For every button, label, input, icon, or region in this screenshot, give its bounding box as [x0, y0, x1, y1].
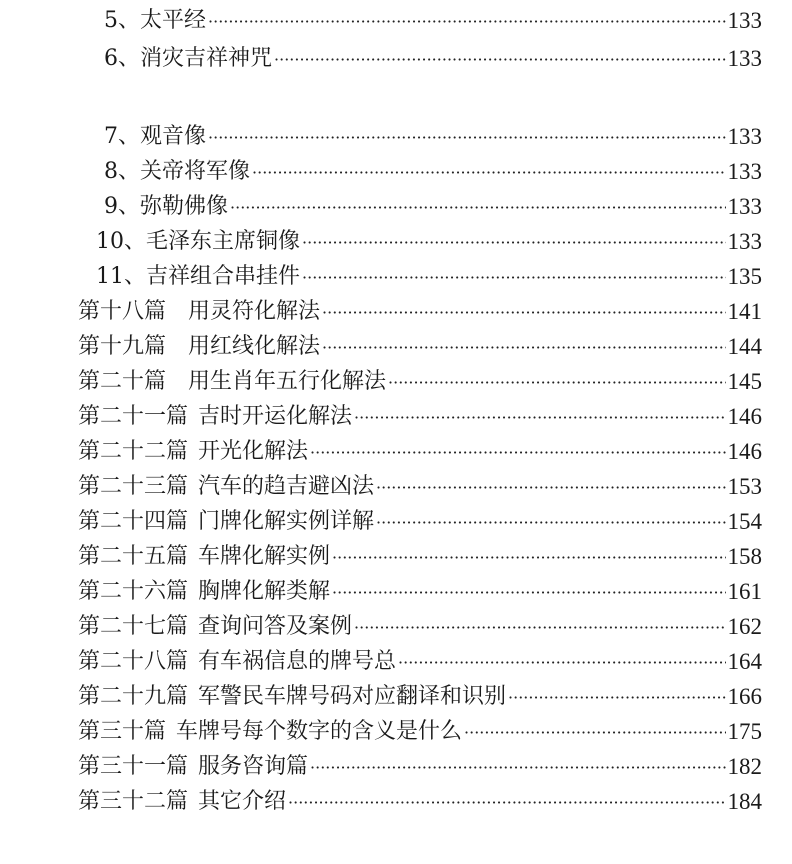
toc-entry[interactable] [78, 400, 762, 434]
entry-page-number: 133 [727, 46, 762, 71]
entry-page-number: 133 [727, 8, 762, 33]
entry-page-number: 182 [727, 754, 762, 779]
dot-leader [388, 365, 725, 399]
entry-prefix: 7、 [104, 124, 140, 149]
toc-entry[interactable] [78, 540, 762, 574]
entry-prefix: 10、 [96, 229, 146, 254]
entry-page-number: 166 [727, 684, 762, 709]
dot-leader [208, 4, 725, 38]
dot-leader [230, 190, 725, 224]
entry-title: 有车祸信息的牌号总 [198, 649, 397, 674]
toc-entry[interactable] [78, 680, 762, 714]
toc-entry[interactable] [96, 225, 762, 259]
toc-entry[interactable] [78, 295, 762, 329]
entry-prefix: 11、 [96, 264, 146, 289]
entry-prefix: 第三十一篇 [78, 754, 189, 779]
entry-title: 服务咨询篇 [198, 754, 309, 779]
dot-leader [354, 400, 725, 434]
entry-prefix: 5、 [104, 8, 140, 33]
entry-page-number: 175 [727, 719, 762, 744]
toc-entry[interactable] [78, 435, 762, 469]
dot-leader [302, 260, 725, 294]
entry-page-number: 162 [727, 614, 762, 639]
entry-page-number: 144 [727, 334, 762, 359]
entry-title: 军警民车牌号码对应翻译和识别 [198, 684, 507, 709]
entry-page-number: 133 [727, 194, 762, 219]
entry-title: 查询问答及案例 [198, 614, 353, 639]
entry-prefix: 第二十一篇 [78, 404, 189, 429]
toc-entry[interactable] [104, 155, 762, 189]
toc-entry[interactable] [96, 260, 762, 294]
entry-title: 汽车的趋吉避凶法 [198, 474, 375, 499]
entry-prefix: 第二十篇 [78, 369, 167, 394]
toc-entry[interactable] [104, 4, 762, 38]
entry-title: 胸牌化解类解 [198, 579, 331, 604]
entry-title: 其它介绍 [198, 789, 287, 814]
entry-title: 吉祥组合串挂件 [146, 264, 301, 289]
entry-title: 消灾吉祥神咒 [140, 46, 273, 71]
dot-leader [398, 645, 725, 679]
toc-entry[interactable] [78, 785, 762, 819]
dot-leader [274, 42, 725, 76]
toc-entry[interactable] [78, 575, 762, 609]
entry-page-number: 135 [727, 264, 762, 289]
entry-prefix: 第十八篇 [78, 299, 167, 324]
toc-entry[interactable] [78, 750, 762, 784]
dot-leader [310, 435, 725, 469]
entry-page-number: 161 [727, 579, 762, 604]
dot-leader [288, 785, 725, 819]
entry-page-number: 154 [727, 509, 762, 534]
entry-page-number: 164 [727, 649, 762, 674]
entry-page-number: 141 [727, 299, 762, 324]
toc-entry[interactable] [78, 505, 762, 539]
entry-prefix: 第二十八篇 [78, 649, 189, 674]
entry-title: 门牌化解实例详解 [198, 509, 375, 534]
dot-leader [464, 715, 725, 749]
dot-leader [376, 505, 725, 539]
dot-leader [508, 680, 725, 714]
entry-prefix: 第二十七篇 [78, 614, 189, 639]
entry-title: 开光化解法 [198, 439, 309, 464]
entry-title: 用红线化解法 [188, 334, 321, 359]
dot-leader [322, 330, 725, 364]
entry-prefix: 6、 [104, 46, 140, 71]
toc-entry[interactable] [78, 470, 762, 504]
entry-prefix: 第十九篇 [78, 334, 167, 359]
entry-page-number: 145 [727, 369, 762, 394]
dot-leader [376, 470, 725, 504]
entry-title: 毛泽东主席铜像 [146, 229, 301, 254]
entry-page-number: 146 [727, 404, 762, 429]
entry-page-number: 146 [727, 439, 762, 464]
entry-prefix: 8、 [104, 159, 140, 184]
entry-prefix: 第三十篇 [78, 719, 167, 744]
dot-leader [322, 295, 725, 329]
entry-prefix: 第二十三篇 [78, 474, 189, 499]
entry-title: 关帝将军像 [140, 159, 251, 184]
entry-prefix: 第二十五篇 [78, 544, 189, 569]
entry-page-number: 133 [727, 124, 762, 149]
dot-leader [302, 225, 725, 259]
dot-leader [310, 750, 725, 784]
toc-entry[interactable] [78, 645, 762, 679]
entry-title: 吉时开运化解法 [198, 404, 353, 429]
entry-page-number: 133 [727, 229, 762, 254]
dot-leader [208, 120, 725, 154]
toc-entry[interactable] [78, 330, 762, 364]
entry-title: 用灵符化解法 [188, 299, 321, 324]
entry-title: 用生肖年五行化解法 [188, 369, 387, 394]
toc-entry[interactable] [104, 42, 762, 76]
entry-page-number: 184 [727, 789, 762, 814]
toc-entry[interactable] [78, 365, 762, 399]
entry-title: 车牌化解实例 [198, 544, 331, 569]
dot-leader [332, 575, 725, 609]
entry-title: 弥勒佛像 [140, 194, 229, 219]
entry-page-number: 158 [727, 544, 762, 569]
dot-leader [252, 155, 725, 189]
entry-title: 车牌号每个数字的含义是什么 [176, 719, 463, 744]
toc-entry[interactable] [104, 120, 762, 154]
entry-page-number: 153 [727, 474, 762, 499]
entry-title: 太平经 [140, 8, 207, 33]
dot-leader [354, 610, 725, 644]
entry-prefix: 第二十九篇 [78, 684, 189, 709]
toc-entry[interactable] [104, 190, 762, 224]
toc-entry[interactable] [78, 610, 762, 644]
entry-page-number: 133 [727, 159, 762, 184]
entry-prefix: 第二十六篇 [78, 579, 189, 604]
toc-entry[interactable] [78, 715, 762, 749]
entry-title: 观音像 [140, 124, 207, 149]
entry-prefix: 第二十四篇 [78, 509, 189, 534]
dot-leader [332, 540, 725, 574]
entry-prefix: 第三十二篇 [78, 789, 189, 814]
entry-prefix: 第二十二篇 [78, 439, 189, 464]
entry-prefix: 9、 [104, 194, 140, 219]
